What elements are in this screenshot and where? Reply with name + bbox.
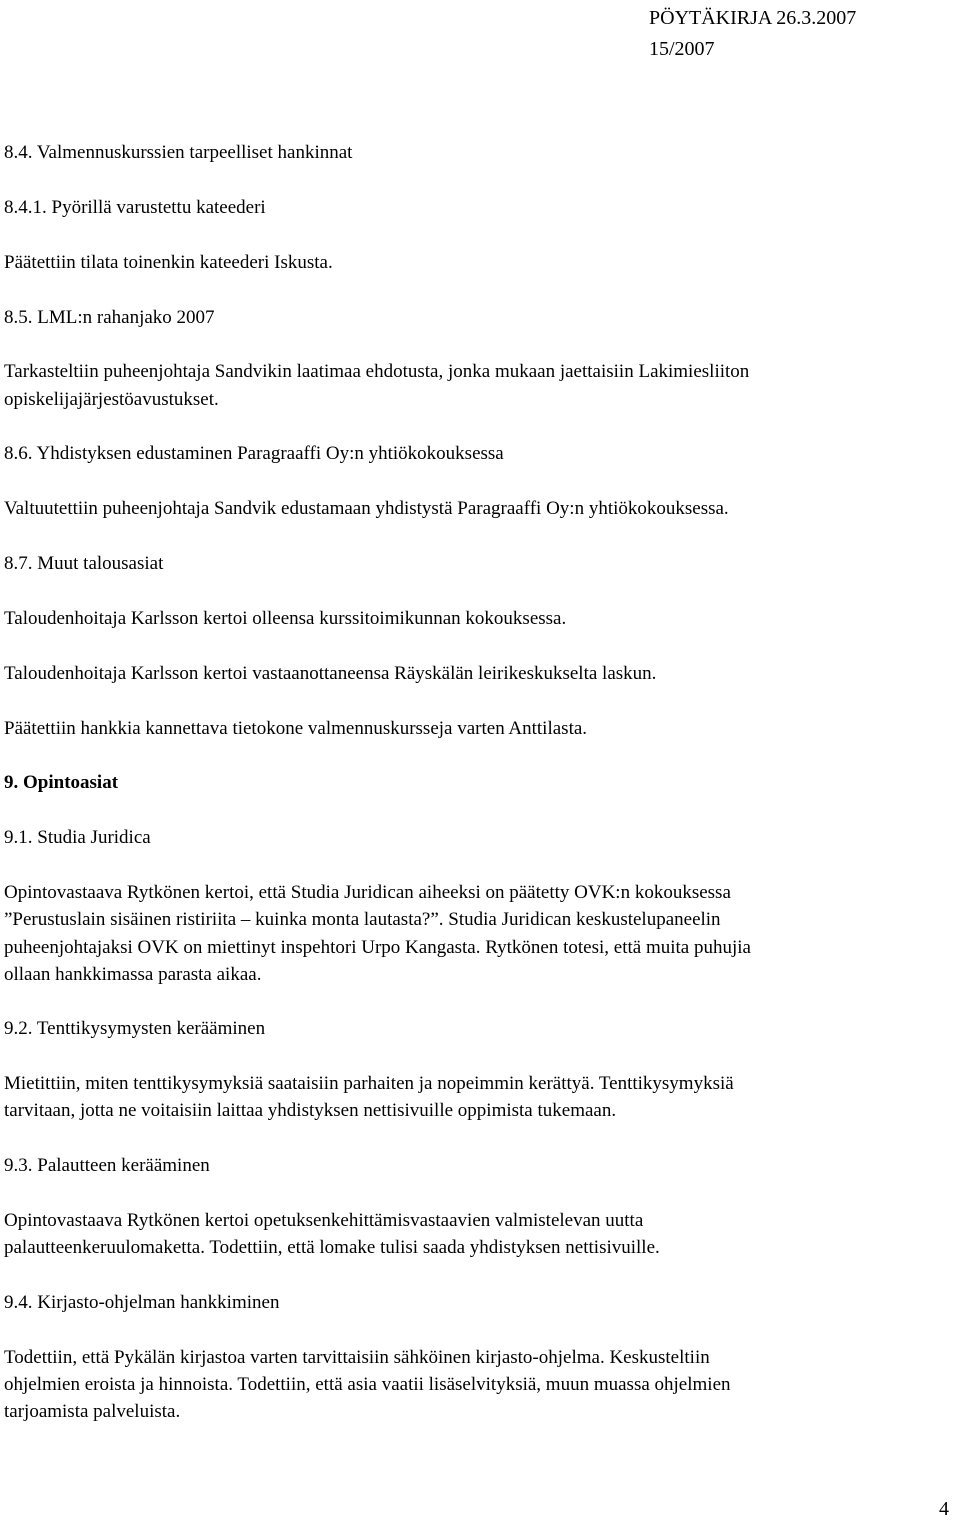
paragraph-8-7-line-3: Päätettiin hankkia kannettava tietokone valmennuskursseja varten Anttilasta. [4,718,588,739]
paragraph-9-2-line-1: Mietittiin, miten tenttikysymyksiä saataisiin parhaiten ja nopeimmin kerättyä. Tenttikysymyksiä [4,1073,734,1094]
heading-8-7: 8.7. Muut talousasiat [4,553,164,574]
document-header [649,3,856,65]
paragraph-9-1-line-2: ”Perustuslain sisäinen ristiriita – kuinka monta lautasta?”. Studia Juridican keskustelupaneelin [4,909,721,930]
paragraph-9-2-line-2: tarvitaan, jotta ne voitaisiin laittaa yhdistyksen nettisivuille oppimista tukemaan. [4,1100,617,1121]
paragraph-9-3-line-2: palautteenkeruulomaketta. Todettiin, että lomake tulisi saada yhdistyksen nettisivuille. [4,1237,660,1258]
paragraph-8-7-line-1: Taloudenhoitaja Karlsson kertoi olleensa kurssitoimikunnan kokouksessa. [4,608,567,629]
header-number: 15/2007 [649,38,715,60]
header-title: PÖYTÄKIRJA 26.3.2007 [649,7,857,29]
heading-8-4: 8.4. Valmennuskurssien tarpeelliset hankinnat [4,142,353,163]
paragraph-8-6: Valtuutettiin puheenjohtaja Sandvik edustamaan yhdistystä Paragraaffi Oy:n yhtiökokouksessa. [4,498,729,519]
heading-8-4-1: 8.4.1. Pyörillä varustettu kateederi [4,197,266,218]
heading-9-1: 9.1. Studia Juridica [4,827,151,848]
paragraph-8-7-line-2: Taloudenhoitaja Karlsson kertoi vastaanottaneensa Räyskälän leirikeskukselta laskun. [4,663,657,684]
heading-8-6: 8.6. Yhdistyksen edustaminen Paragraaffi Oy:n yhtiökokouksessa [4,443,504,464]
paragraph-9-4-line-1: Todettiin, että Pykälän kirjastoa varten tarvittaisiin sähköinen kirjasto-ohjelma. Keskusteltiin [4,1347,710,1368]
paragraph-8-4-1: Päätettiin tilata toinenkin kateederi Iskusta. [4,252,333,273]
heading-8-5: 8.5. LML:n rahanjako 2007 [4,307,215,328]
paragraph-8-5-line-1: Tarkasteltiin puheenjohtaja Sandvikin laatimaa ehdotusta, jonka mukaan jaettaisiin Lakimiesliiton [4,361,750,382]
paragraph-9-1-line-3: puheenjohtajaksi OVK on miettinyt inspehtori Urpo Kangasta. Rytkönen totesi, että muita puhujia [4,937,751,958]
page-number: 4 [939,1498,949,1520]
paragraph-9-1-line-4: ollaan hankkimassa parasta aikaa. [4,964,262,985]
paragraph-9-4-line-3: tarjoamista palveluista. [4,1401,181,1422]
heading-9-4: 9.4. Kirjasto-ohjelman hankkiminen [4,1292,280,1313]
heading-9: 9. Opintoasiat [4,772,119,793]
heading-9-2: 9.2. Tenttikysymysten kerääminen [4,1018,266,1039]
paragraph-8-5-line-2: opiskelijajärjestöavustukset. [4,389,219,410]
heading-9-3: 9.3. Palautteen kerääminen [4,1155,210,1176]
paragraph-9-3-line-1: Opintovastaava Rytkönen kertoi opetuksenkehittämisvastaavien valmistelevan uutta [4,1210,644,1231]
paragraph-9-1-line-1: Opintovastaava Rytkönen kertoi, että Studia Juridican aiheeksi on päätetty OVK:n kokouksessa [4,882,731,903]
paragraph-9-4-line-2: ohjelmien eroista ja hinnoista. Todettiin, että asia vaatii lisäselvityksiä, muun muassa ohjelmien [4,1374,731,1395]
